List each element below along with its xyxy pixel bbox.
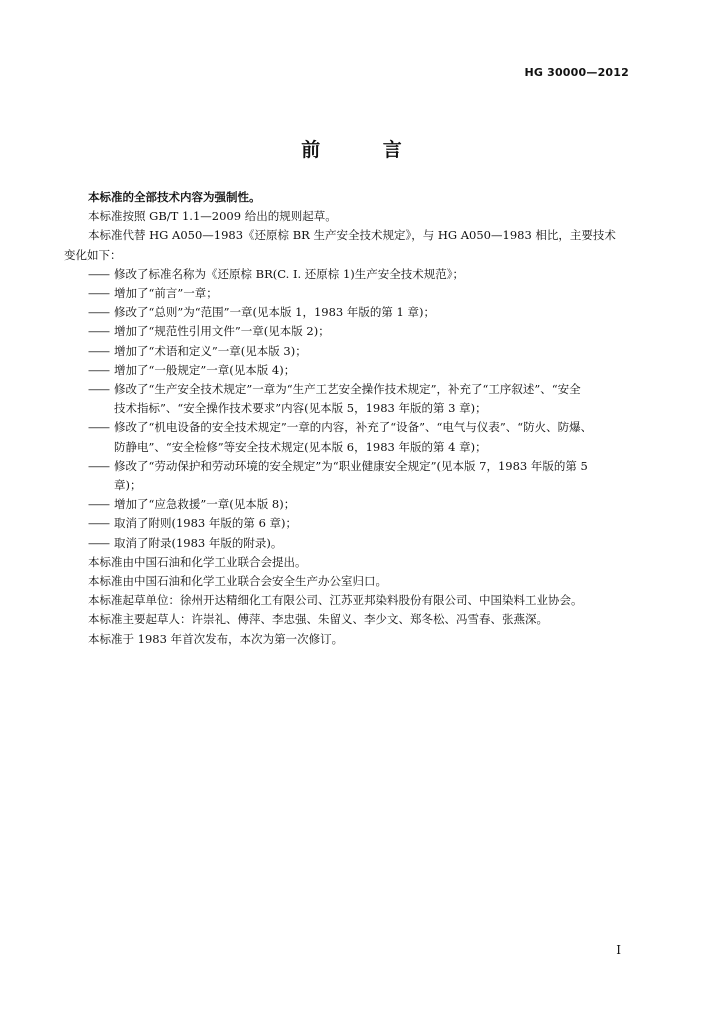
paragraph-replaces-cont: 变化如下： (64, 247, 122, 262)
list-item: —— 修改了“劳动保护和劳动环境的安全规定”为“职业健康安全规定”(见本版 7，1983 年版的第 5 章)； (88, 458, 588, 493)
list-item: —— 修改了标准名称为《还原棕 BR(C. I. 还原棕 1)生产安全技术规范》； (88, 266, 465, 281)
list-item: —— 取消了附录(1983 年版的附录)。 (88, 535, 283, 550)
paragraph-replaces: 本标准代替 HG A050—1983《还原棕 BR 生产安全技术规定》，与 HG A050—1983 相比，主要技术 (88, 228, 616, 243)
paragraph-history: 本标准于 1983 年首次发布，本次为第一次修订。 (88, 631, 344, 646)
paragraph-drafting-units: 本标准起草单位：徐州开达精细化工有限公司、江苏亚邦染料股份有限公司、中国染料工业协会。 (88, 593, 583, 608)
list-item: —— 增加了“前言”一章； (88, 286, 218, 301)
page-number: I (616, 943, 621, 957)
list-item: —— 增加了“术语和定义”一章(见本版 3)； (88, 343, 307, 358)
list-item: —— 增加了“规范性引用文件”一章(见本版 2)； (88, 324, 330, 339)
list-item: —— 增加了“一般规定”一章(见本版 4)； (88, 362, 296, 377)
paragraph-administered-by: 本标准由中国石油和化学工业联合会安全生产办公室归口。 (88, 574, 387, 589)
list-item: —— 修改了“总则”为“范围”一章(见本版 1，1983 年版的第 1 章)； (88, 305, 436, 320)
paragraph-drafters: 本标准主要起草人：许崇礼、傅萍、李忠强、朱留义、李少文、郑冬松、冯雪春、张燕深。 (88, 612, 548, 627)
paragraph-proposed-by: 本标准由中国石油和化学工业联合会提出。 (88, 554, 307, 569)
paragraph-mandatory: 本标准的全部技术内容为强制性。 (88, 190, 261, 204)
list-item: —— 取消了附则(1983 年版的第 6 章)； (88, 516, 298, 531)
changes-list (64, 265, 634, 553)
list-item: —— 修改了“机电设备的安全技术规定”一章的内容，补充了“设备”、“电气与仪表”、“防火、防爆、 防静电”、“安全检修”等安全技术规定(见本版 6，1983 年版的第 4 章)； (88, 420, 593, 454)
foreword-body (64, 188, 634, 649)
paragraph-drafting-rules: 本标准按照 GB/T 1.1—2009 给出的规则起草。 (88, 209, 337, 224)
standard-code: HG 30000—2012 (524, 66, 629, 79)
page-title: 前 言 (301, 139, 430, 161)
list-item: —— 修改了“生产安全技术规定”一章为“生产工艺安全操作技术规定”，补充了“工序叙述”、“安全 技术指标”、“安全操作技术要求”内容(见本版 5，1983 年版的第 3 章)； (88, 382, 581, 416)
list-item: —— 增加了“应急救援”一章(见本版 8)； (88, 497, 296, 512)
